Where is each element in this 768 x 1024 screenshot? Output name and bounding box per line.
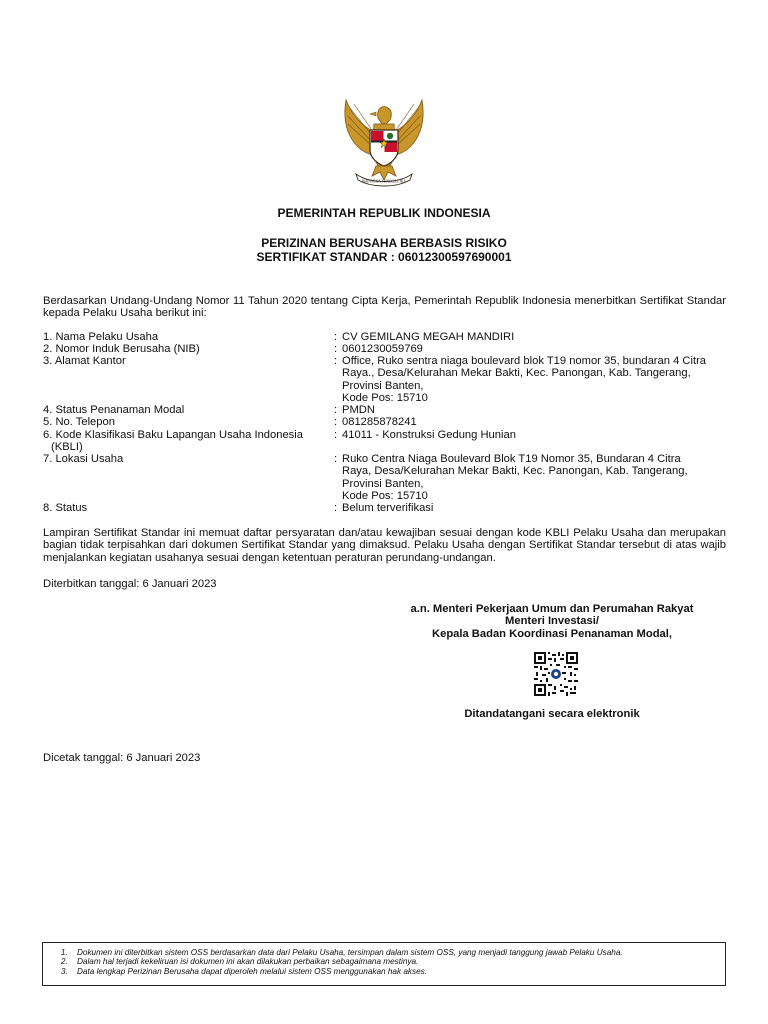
field-value-phone: : 081285878241 bbox=[334, 416, 417, 428]
field-label-office-address: 3. Alamat Kantor bbox=[43, 355, 126, 367]
intro-paragraph: Berdasarkan Undang-Undang Nomor 11 Tahun 2020 tentang Cipta Kerja, Pemerintah Republik Indonesia menerbitkan Sertifikat Standar kepada Pelaku Usaha berikut ini: bbox=[43, 295, 726, 320]
footnotes-box bbox=[42, 942, 726, 986]
field-value-status: : Belum terverifikasi bbox=[334, 502, 434, 514]
permit-title: PERIZINAN BERUSAHA BERBASIS RISIKO bbox=[261, 236, 507, 250]
signatory-line-3: Kepala Badan Koordinasi Penanaman Modal, bbox=[432, 627, 672, 640]
field-label-kbli: 6. Kode Klasifikasi Baku Lapangan Usaha Indonesia (KBLI) bbox=[43, 429, 303, 454]
field-label-investment-status: 4. Status Penanaman Modal bbox=[43, 404, 185, 416]
emblem-motto: BHINNEKA TUNGGAL IKA bbox=[362, 179, 406, 184]
field-value-name: : CV GEMILANG MEGAH MANDIRI bbox=[334, 331, 515, 343]
field-value-kbli: : 41011 - Konstruksi Gedung Hunian bbox=[334, 429, 516, 441]
field-label-name: 1. Nama Pelaku Usaha bbox=[43, 331, 159, 343]
issued-date: Diterbitkan tanggal: 6 Januari 2023 bbox=[43, 578, 217, 590]
electronic-signature-label: Ditandatangani secara elektronik bbox=[464, 708, 640, 720]
government-heading: PEMERINTAH REPUBLIK INDONESIA bbox=[277, 206, 491, 220]
signatory-line-1: a.n. Menteri Pekerjaan Umum dan Perumahan Rakyat bbox=[410, 603, 694, 615]
field-value-investment-status: : PMDN bbox=[334, 404, 375, 416]
signatory-line-2: Menteri Investasi/ bbox=[505, 615, 599, 628]
printed-date: Dicetak tanggal: 6 Januari 2023 bbox=[43, 752, 201, 764]
field-label-status: 8. Status bbox=[43, 502, 88, 514]
field-value-office-address: : Office, Ruko sentra niaga boulevard blok T19 nomor 35, bundaran 4 Citra Raya., Desa/Kelurahan Mekar Bakti, Kec. Panongan, Kab. Tangerang, Provinsi Banten, Kode Pos: 15710 bbox=[334, 355, 707, 405]
field-value-business-location: : Ruko Centra Niaga Boulevard Blok T19 Nomor 35, Bundaran 4 Citra Raya, Desa/Kelurahan Mekar Bakti, Kec. Panongan, Kab. Tangerang, Provinsi Banten, Kode Pos: 15710 bbox=[334, 453, 688, 503]
footnote-item: 1. Dokumen ini diterbitkan sistem OSS berdasarkan data dari Pelaku Usaha, tersimpan dalam sistem OSS, yang menjadi tanggung jawab Pelaku Usaha. bbox=[70, 948, 725, 957]
signatory-block bbox=[384, 603, 720, 640]
field-label-business-location: 7. Lokasi Usaha bbox=[43, 453, 124, 465]
field-label-nib: 2. Nomor Induk Berusaha (NIB) bbox=[43, 343, 200, 355]
garuda-pancasila-emblem-icon bbox=[334, 94, 434, 190]
qr-code-icon bbox=[534, 652, 578, 696]
footnote-item: 2. Dalam hal terjadi kekeliruan isi dokumen ini akan dilakukan perbaikan sebagaimana mestinya. bbox=[70, 957, 725, 966]
field-value-nib: : 0601230059769 bbox=[334, 343, 423, 355]
footnotes-list bbox=[43, 943, 725, 976]
field-label-phone: 5. No. Telepon bbox=[43, 416, 115, 428]
closing-paragraph: Lampiran Sertifikat Standar ini memuat daftar persyaratan dan/atau kewajiban sesuai dengan kode KBLI Pelaku Usaha dan merupakan bagian tidak terpisahkan dari dokumen Sertifikat Standar yang dimaksud. Pelaku Usaha dengan Sertifikat Standar tersebut di atas wajib menjalankan kegiatan usahanya sesuai dengan ketentuan peraturan perundang-undangan. bbox=[43, 527, 726, 564]
certificate-number: SERTIFIKAT STANDAR : 06012300597690001 bbox=[256, 250, 512, 264]
footnote-item: 3. Data lengkap Perizinan Berusaha dapat diperoleh melalui sistem OSS menggunakan hak akses. bbox=[70, 967, 725, 976]
